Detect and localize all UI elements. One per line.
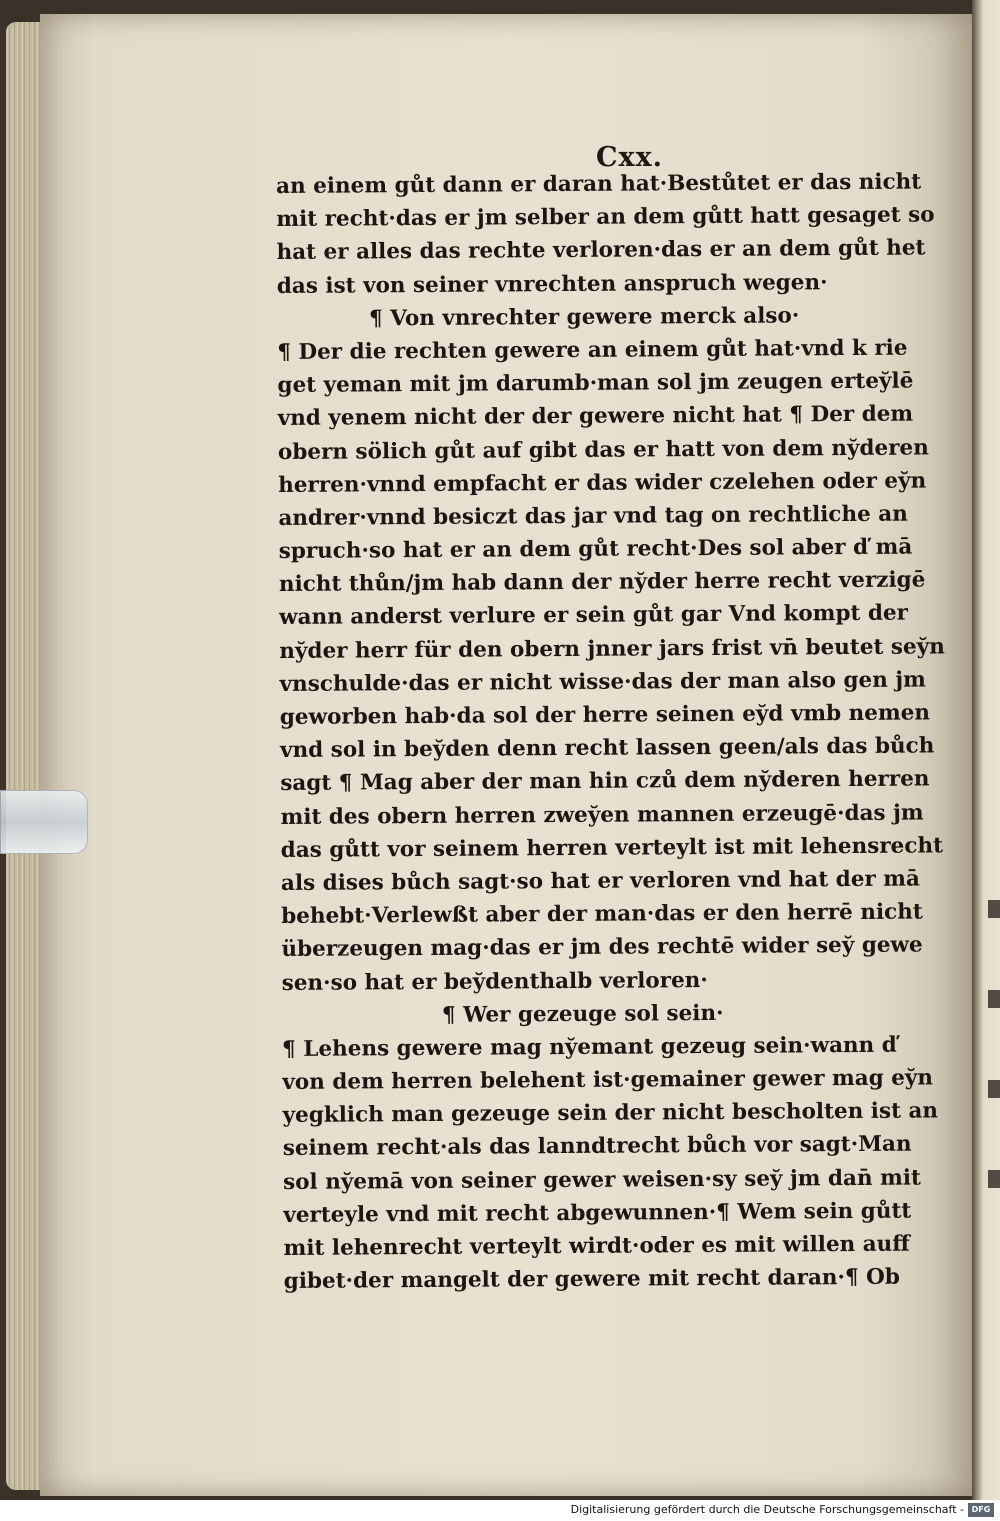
text-line: ¶ Der die rechten gewere an einem gůt hat·vnd k rie	[277, 335, 908, 365]
folio-number: Cxx.	[596, 142, 664, 173]
text-line: get yeman mit jm darumb·man sol jm zeugen ertey̆lē	[277, 368, 914, 399]
text-line: mit recht·das er jm selber an dem gůtt hatt gesaget so	[276, 202, 935, 233]
text-line: nicht thůn/jm hab dann der ny̆der herre recht verzigē	[278, 567, 926, 598]
text-line: hat er alles das rechte verloren·das er an dem gůt het	[276, 235, 926, 266]
text-line: vnd sol in bey̆den denn recht lassen geen/als das bůch	[279, 733, 935, 764]
text-line: obern sölich gůt auf gibt das er hatt von dem ny̆deren	[277, 434, 929, 465]
text-line: sagt ¶ Mag aber der man hin czů dem ny̆deren herren	[280, 766, 930, 797]
page-clip	[0, 790, 88, 854]
text-line: vnschulde·das er nicht wisse·das der man also gen jm	[279, 667, 926, 697]
text-line: an einem gůt dann er daran hat·Bestůtet er das nicht	[276, 169, 922, 199]
text-line: überzeugen mag·das er jm des rechtē wider sey̆ gewe	[281, 932, 923, 963]
text-line: yegklich man gezeuge sein der nicht bescholten ist an	[282, 1098, 939, 1129]
section-heading: ¶ Wer gezeuge sol sein·	[441, 1000, 724, 1028]
text-line: vnd yenem nicht der der gewere nicht hat ¶ Der dem	[277, 401, 914, 432]
text-line: von dem herren belehent ist·gemainer gewer mag ey̆n	[282, 1065, 934, 1096]
text-line: herren·vnnd empfacht er das wider czelehen oder ey̆n	[278, 468, 927, 498]
dfg-logo: DFG	[968, 1503, 994, 1517]
text-line: geworben hab·da sol der herre seinen ey̆d vmb nemen	[279, 700, 931, 730]
text-line: sen·so hat er bey̆denthalb verloren·	[281, 967, 708, 996]
funding-credit: Digitalisierung gefördert durch die Deutsche Forschungsgemeinschaft -	[570, 1503, 964, 1516]
text-line: ny̆der herr für den obern jnner jars frist vn̄ beutet sey̆n	[279, 633, 945, 664]
text-line: seinem recht·als das lanndtrecht bůch vor sagt·Man	[282, 1132, 912, 1162]
text-line: mit lehenrecht verteylt wirdt·oder es mit willen auff	[283, 1231, 910, 1261]
section-heading: ¶ Von vnrechter gewere merck also·	[368, 303, 800, 332]
footer-bar	[0, 1500, 1000, 1521]
text-line: als dises bůch sagt·so hat er verloren vnd hat der mā	[280, 866, 921, 896]
text-line: ¶ Lehens gewere mag ny̆emant gezeug sein·wann ď	[282, 1032, 897, 1062]
text-line: andrer·vnnd besiczt das jar vnd tag on rechtliche an	[278, 501, 908, 531]
text-line: gibet·der mangelt der gewere mit recht daran·¶ Ob	[283, 1264, 900, 1295]
text-line: wann anderst verlure er sein gůt gar Vnd kompt der	[279, 601, 909, 631]
text-column	[276, 166, 945, 1299]
text-line: das ist von seiner vnrechten anspruch wegen·	[276, 269, 828, 299]
text-line: mit des obern herren zwey̆en mannen erzeugē·das jm	[280, 800, 924, 830]
text-line: behebt·Verlewßt aber der man·das er den herrē nicht	[281, 899, 923, 930]
text-line: das gůtt vor seinem herren verteylt ist mit lehensrecht	[280, 833, 944, 863]
text-line: verteyle vnd mit recht abgewunnen·¶ Wem sein gůtt	[283, 1198, 912, 1228]
text-line: spruch·so hat er an dem gůt recht·Des sol aber ď mā	[278, 534, 913, 565]
facing-page-edge	[972, 0, 1000, 1500]
text-line: sol ny̆emā von seiner gewer weisen·sy sey̆ jm dan̄ mit	[282, 1165, 921, 1195]
